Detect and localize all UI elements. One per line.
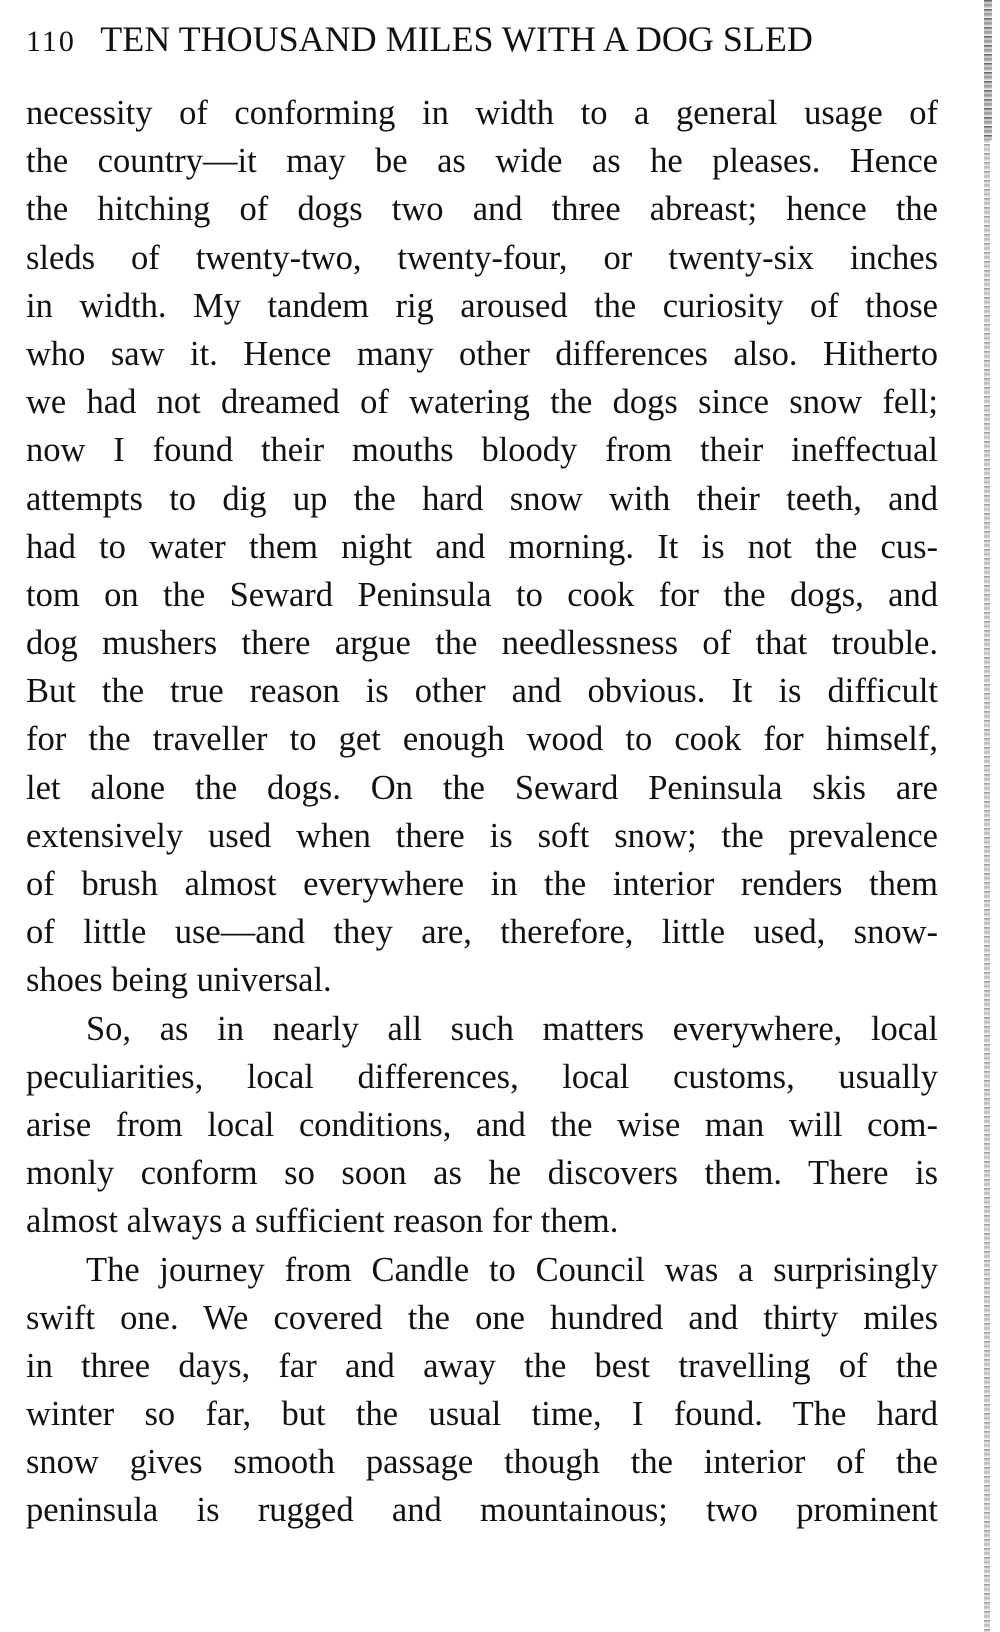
text-line: tom on the Seward Peninsula to cook for the dogs, and: [26, 575, 938, 614]
running-header: [26, 18, 946, 68]
text-line: So, as in nearly all such matters everywhere, local: [86, 1009, 938, 1048]
text-line: peculiarities, local differences, local customs, usually: [26, 1057, 938, 1096]
text-line: let alone the dogs. On the Seward Peninsula skis are: [26, 768, 938, 807]
text-line: for the traveller to get enough wood to cook for himself,: [26, 720, 938, 759]
text-line: peninsula is rugged and mountainous; two prominent: [26, 1491, 938, 1530]
text-line: extensively used when there is soft snow; the prevalence: [26, 816, 938, 855]
text-line: swift one. We covered the one hundred and thirty miles: [26, 1298, 938, 1337]
text-line: in three days, far and away the best travelling of the: [26, 1346, 938, 1385]
text-line: attempts to dig up the hard snow with their teeth, and: [26, 479, 938, 518]
text-line: monly conform so soon as he discovers them. There is: [26, 1154, 938, 1193]
page-edge-shadow-top: [984, 0, 992, 140]
running-title: TEN THOUSAND MILES WITH A DOG SLED: [100, 19, 813, 59]
text-line: sleds of twenty-two, twenty-four, or twenty-six inches: [26, 238, 938, 277]
text-line: arise from local conditions, and the wise man will com-: [26, 1105, 938, 1144]
page-number: 110: [26, 25, 76, 58]
text-line: necessity of conforming in width to a general usage of: [26, 94, 938, 132]
text-line: in width. My tandem rig aroused the curiosity of those: [26, 286, 938, 325]
text-line: winter so far, but the usual time, I found. The hard: [26, 1395, 938, 1434]
text-line: who saw it. Hence many other differences also. Hitherto: [26, 334, 938, 373]
text-line: the hitching of dogs two and three abreast; hence the: [26, 190, 938, 229]
text-line: dog mushers there argue the needlessness of that trouble.: [26, 624, 938, 663]
text-line: snow gives smooth passage though the interior of the: [26, 1443, 938, 1482]
text-line: of brush almost everywhere in the interior renders them: [26, 865, 938, 903]
text-line: we had not dreamed of watering the dogs since snow fell;: [26, 383, 938, 422]
text-line: almost always a sufficient reason for them.: [26, 1202, 619, 1241]
text-line: But the true reason is other and obvious. It is difficult: [26, 672, 938, 711]
text-line: the country—it may be as wide as he pleases. Hence: [26, 142, 938, 181]
text-line: shoes being universal.: [26, 961, 332, 1000]
body-text: [26, 89, 938, 1535]
text-line: of little use—and they are, therefore, little used, snow-: [26, 913, 938, 952]
text-line: The journey from Candle to Council was a surprisingly: [86, 1250, 938, 1289]
page-edge-shadow: [984, 0, 990, 1632]
text-line: had to water them night and morning. It is not the cus-: [26, 527, 938, 566]
text-line: now I found their mouths bloody from their ineffectual: [26, 431, 938, 470]
